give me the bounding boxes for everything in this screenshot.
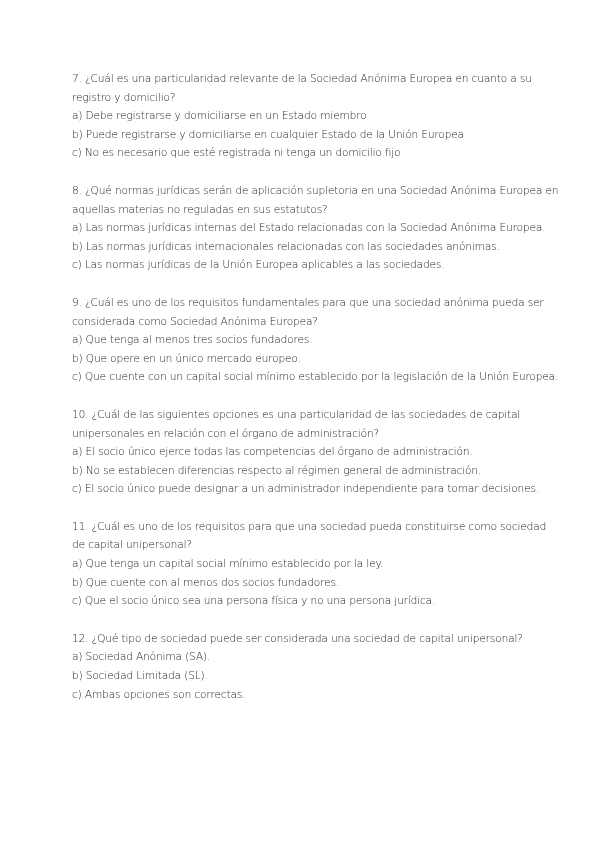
question-8	[72, 182, 560, 275]
question-text: 12. ¿Qué tipo de sociedad puede ser considerada una sociedad de capital unipersonal?	[72, 632, 523, 645]
option-b: b) Que cuente con al menos dos socios fundadores.	[72, 576, 340, 589]
question-11	[72, 518, 560, 611]
option-c: c) Que cuente con un capital social mínimo establecido por la legislación de la Unión Europea.	[72, 371, 559, 384]
option-c: c) Las normas jurídicas de la Unión Europea aplicables a las sociedades.	[72, 259, 445, 272]
option-c: c) No es necesario que esté registrada ni tenga un domicilio fijo	[72, 147, 401, 160]
question-9	[72, 294, 560, 387]
question-text: 9. ¿Cuál es uno de los requisitos fundamentales para que una sociedad anónima pueda ser considerada como Sociedad Anónima Europea?	[72, 296, 544, 328]
option-a: a) Debe registrarse y domiciliarse en un Estado miembro	[72, 110, 367, 123]
option-b: b) Que opere en un único mercado europeo.	[72, 352, 301, 365]
option-b: b) Las normas jurídicas internacionales relacionadas con las sociedades anónimas.	[72, 240, 500, 253]
option-a: a) Que tenga al menos tres socios fundadores.	[72, 334, 313, 347]
question-text: 8. ¿Qué normas jurídicas serán de aplicación supletoria en una Sociedad Anónima Europea en aquellas materias no reguladas en sus estatutos?	[72, 184, 559, 216]
option-a: a) Que tenga un capital social mínimo establecido por la ley.	[72, 558, 384, 571]
question-text: 11. ¿Cuál es uno de los requisitos para que una sociedad pueda constituirse como sociedad de capital unipersonal?	[72, 520, 547, 552]
option-a: a) Sociedad Anónima (SA).	[72, 651, 211, 664]
question-text: 10. ¿Cuál de las siguientes opciones es una particularidad de las sociedades de capital unipersonales en relación con el órgano de administración?	[72, 408, 521, 440]
option-c: c) Ambas opciones son correctas.	[72, 688, 246, 701]
option-a: a) Las normas jurídicas internas del Estado relacionadas con la Sociedad Anónima Europea.	[72, 222, 546, 235]
question-text: 7. ¿Cuál es una particularidad relevante de la Sociedad Anónima Europea en cuanto a su registro y domicilio?	[72, 73, 532, 104]
question-7	[72, 70, 560, 163]
option-c: c) Que el socio único sea una persona física y no una persona jurídica.	[72, 595, 436, 608]
option-a: a) El socio único ejerce todas las competencias del órgano de administración.	[72, 446, 473, 459]
question-12	[72, 630, 560, 704]
question-10	[72, 406, 560, 499]
option-b: b) Puede registrarse y domiciliarse en cualquier Estado de la Unión Europea	[72, 128, 465, 141]
option-b: b) Sociedad Limitada (SL).	[72, 670, 208, 683]
option-b: b) No se establecen diferencias respecto al régimen general de administración.	[72, 464, 482, 477]
option-c: c) El socio único puede designar a un administrador independiente para tomar decisiones.	[72, 483, 540, 496]
